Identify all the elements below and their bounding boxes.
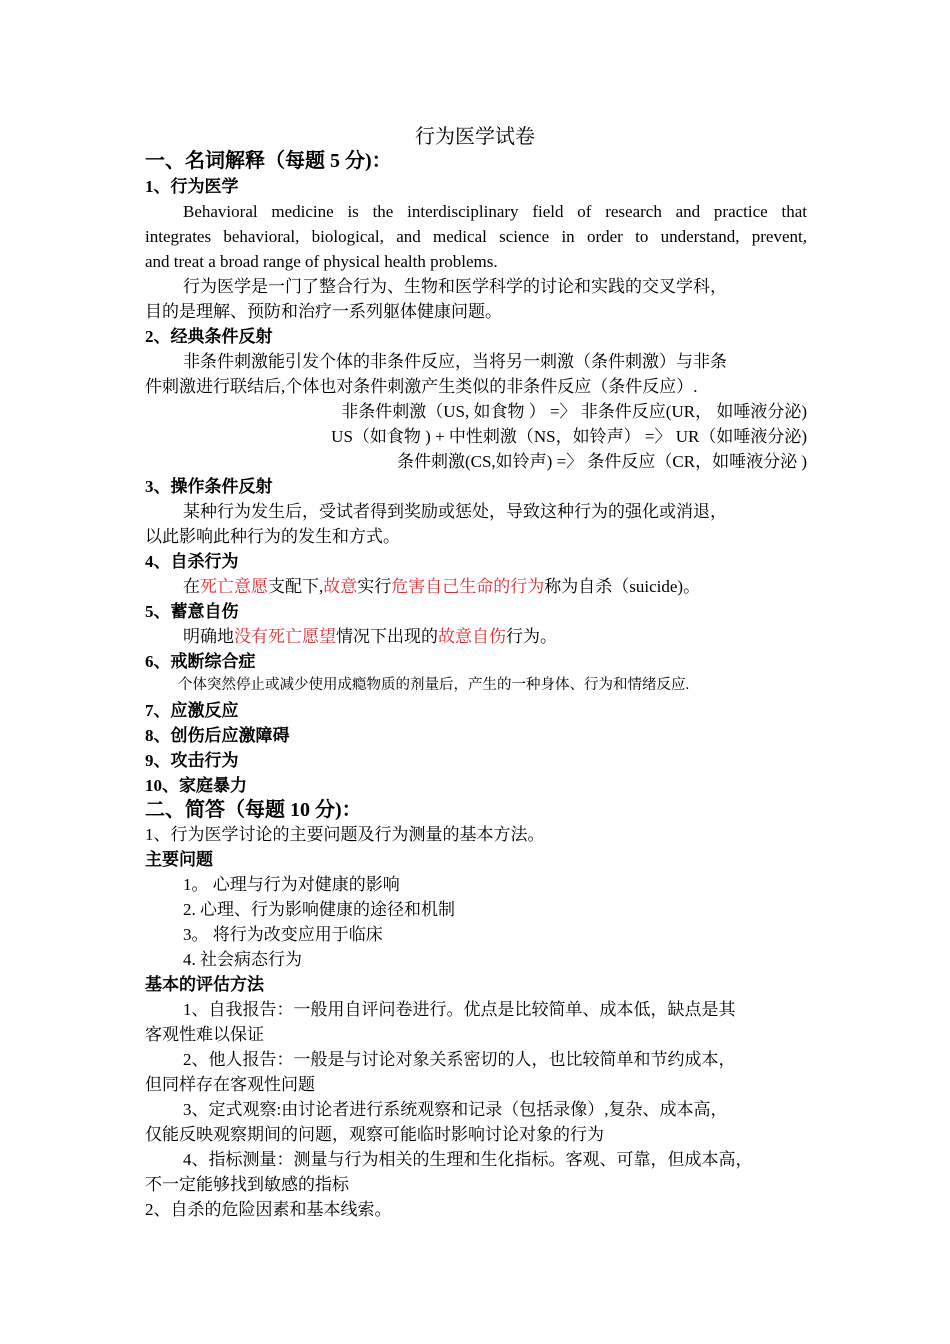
term-6-label: 6、戒断综合症	[145, 652, 256, 671]
term-1-en-line-1: Behavioral medicine is the interdisciplinary field of research and practice that	[183, 202, 807, 221]
text-segment: 情况下出现的	[336, 627, 438, 646]
term-5-definition	[183, 624, 807, 649]
term-8-label: 8、创伤后应激障碍	[145, 726, 290, 745]
highlight-segment: 故意	[323, 577, 358, 596]
highlight-segment: 死亡意愿	[200, 577, 268, 596]
term-1-zh-line-1: 行为医学是一门了整合行为、生物和医学科学的讨论和实践的交叉学科，	[183, 277, 727, 296]
text-segment: 称为自杀（suicide)。	[544, 577, 701, 596]
formula-1: 非条件刺激（US, 如食物 ） =〉 非条件反应(UR， 如唾液分泌)	[341, 402, 807, 421]
method-4-line-1: 4、指标测量：测量与行为相关的生理和生化指标。客观、可靠，但成本高，	[183, 1150, 753, 1169]
term-9-label: 9、攻击行为	[145, 751, 239, 770]
term-10-label: 10、家庭暴力	[145, 776, 247, 795]
term-1-label: 1、行为医学	[145, 177, 239, 196]
page-title: 行为医学试卷	[415, 126, 535, 148]
method-3-line-1: 3、定式观察:由讨论者进行系统观察和记录（包括录像）,复杂、成本高，	[183, 1100, 728, 1119]
term-6-definition: 个体突然停止或减少使用成瘾物质的剂量后，产生的一种身体、行为和情绪反应.	[178, 677, 690, 693]
method-2-line-1: 2、他人报告：一般是与讨论对象关系密切的人，也比较简单和节约成本，	[183, 1050, 736, 1069]
term-5-label: 5、蓄意自伤	[145, 602, 239, 621]
methods-label: 基本的评估方法	[145, 975, 264, 994]
term-4-label: 4、自杀行为	[145, 552, 239, 571]
method-1-line-2: 客观性难以保证	[145, 1025, 264, 1044]
term-1-zh-line-2: 目的是理解、预防和治疗一系列躯体健康问题。	[145, 302, 502, 321]
main-issue-item: 4. 社会病态行为	[183, 950, 302, 969]
term-2-line-1: 非条件刺激能引发个体的非条件反应，当将另一刺激（条件刺激）与非条	[183, 352, 727, 371]
question-1: 1、行为医学讨论的主要问题及行为测量的基本方法。	[145, 825, 545, 844]
section-1-heading: 一、名词解释（每题 5 分)：	[145, 150, 392, 172]
main-issue-item: 3。 将行为改变应用于临床	[183, 925, 383, 944]
term-3-line-1: 某种行为发生后，受试者得到奖励或惩处，导致这种行为的强化或消退，	[183, 502, 727, 521]
main-issue-item: 1。 心理与行为对健康的影响	[183, 875, 400, 894]
term-7-label: 7、应激反应	[145, 701, 239, 720]
text-segment: 实行	[357, 577, 392, 596]
method-4-line-2: 不一定能够找到敏感的指标	[145, 1175, 349, 1194]
formula-3: 条件刺激(CS,如铃声) =〉 条件反应（CR，如唾液分泌 )	[396, 452, 807, 471]
text-segment: 在	[183, 577, 200, 596]
highlight-segment: 故意自伤	[438, 627, 506, 646]
term-3-label: 3、操作条件反射	[145, 477, 273, 496]
main-issue-item: 2. 心理、行为影响健康的途径和机制	[183, 900, 455, 919]
highlight-segment: 危害自己生命的行为	[391, 577, 545, 596]
text-segment: 支配下,	[268, 577, 324, 596]
term-1-en-line-2: integrates behavioral, biological, and medical science in order to understand, prevent,	[145, 227, 807, 246]
text-segment: 行为。	[506, 627, 557, 646]
term-3-line-2: 以此影响此种行为的发生和方式。	[145, 527, 400, 546]
method-2-line-2: 但同样存在客观性问题	[145, 1075, 315, 1094]
method-1-line-1: 1、自我报告：一般用自评问卷进行。优点是比较简单、成本低，缺点是其	[183, 1000, 736, 1019]
term-2-label: 2、经典条件反射	[145, 327, 273, 346]
term-4-definition	[183, 574, 807, 599]
term-1-en-line-3: and treat a broad range of physical health problems.	[145, 252, 498, 271]
section-2-heading: 二、简答（每题 10 分)：	[145, 799, 362, 821]
main-issues-label: 主要问题	[145, 850, 213, 869]
term-2-line-2: 件刺激进行联结后,个体也对条件刺激产生类似的非条件反应（条件反应）.	[145, 377, 698, 396]
formula-2: US（如食物 ) + 中性刺激（NS，如铃声） =〉 UR（如唾液分泌)	[331, 427, 807, 446]
method-3-line-2: 仅能反映观察期间的问题，观察可能临时影响讨论对象的行为	[145, 1125, 604, 1144]
highlight-segment: 没有死亡愿望	[234, 627, 336, 646]
question-2: 2、自杀的危险因素和基本线索。	[145, 1200, 392, 1219]
text-segment: 明确地	[183, 627, 234, 646]
